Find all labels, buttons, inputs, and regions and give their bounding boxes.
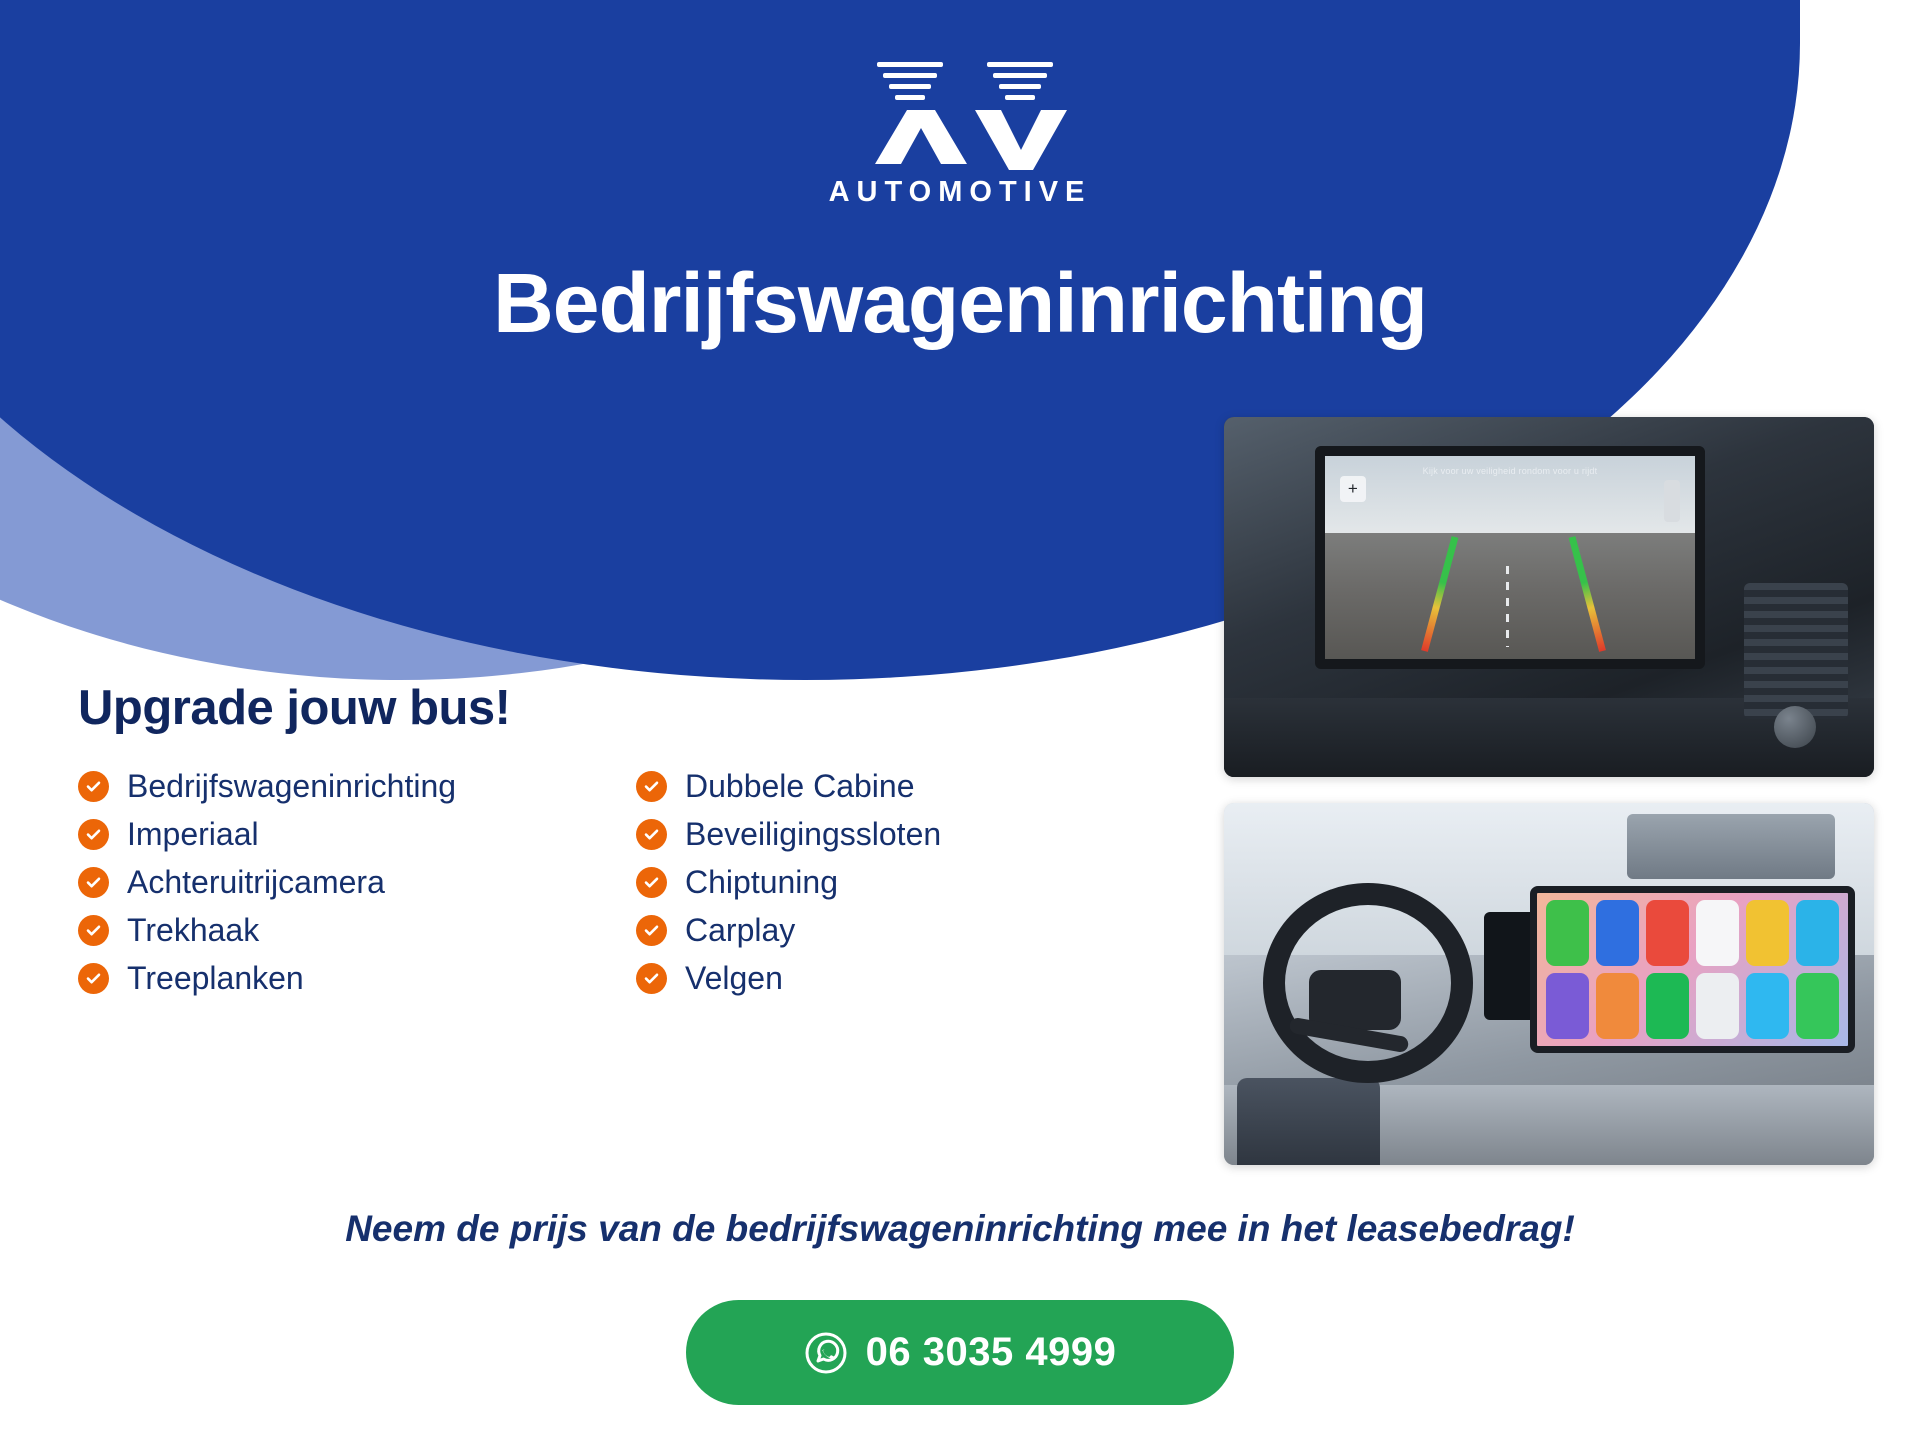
feature-label: Carplay — [685, 912, 796, 948]
brand-logo — [0, 52, 1920, 209]
app-icon — [1596, 900, 1639, 966]
photo-reversing-camera — [1224, 417, 1874, 777]
list-item — [78, 816, 578, 853]
features-columns — [78, 768, 1138, 997]
feature-label: Dubbele Cabine — [685, 768, 915, 804]
feature-label: Velgen — [685, 960, 783, 996]
features-column-right — [636, 768, 1136, 997]
photo-carplay-interior — [1224, 803, 1874, 1165]
whatsapp-icon — [804, 1331, 848, 1375]
tagline: Neem de prijs van de bedrijfswageninrichting mee in het leasebedrag! — [345, 1208, 1575, 1249]
list-item — [636, 912, 1136, 949]
list-item — [78, 768, 578, 805]
app-icon — [1696, 973, 1739, 1039]
app-icon — [1746, 973, 1789, 1039]
app-icon — [1596, 973, 1639, 1039]
app-icon — [1646, 973, 1689, 1039]
app-icon — [1796, 900, 1839, 966]
app-icon — [1746, 900, 1789, 966]
section-subtitle: Upgrade jouw bus! — [78, 681, 511, 735]
feature-label: Chiptuning — [685, 864, 838, 900]
feature-label: Treeplanken — [127, 960, 304, 996]
check-circle-icon — [636, 963, 667, 994]
page-title: Bedrijfswageninrichting — [493, 256, 1427, 350]
infotainment-screen — [1315, 446, 1705, 669]
feature-label: Bedrijfswageninrichting — [127, 768, 457, 804]
features-section — [78, 680, 1138, 997]
phone-number: 06 3035 4999 — [865, 1330, 1117, 1374]
check-circle-icon — [78, 915, 109, 946]
list-item — [78, 912, 578, 949]
check-circle-icon — [636, 771, 667, 802]
check-circle-icon — [636, 867, 667, 898]
list-item — [636, 864, 1136, 901]
feature-label: Imperiaal — [127, 816, 259, 852]
zoom-in-button[interactable]: + — [1340, 476, 1366, 502]
feature-label: Achteruitrijcamera — [127, 864, 385, 900]
screen-side-control[interactable] — [1664, 480, 1680, 522]
features-column-left — [78, 768, 578, 997]
check-circle-icon — [636, 915, 667, 946]
list-item — [636, 768, 1136, 805]
whatsapp-call-button[interactable] — [686, 1300, 1234, 1405]
app-icon — [1696, 900, 1739, 966]
carplay-screen — [1530, 886, 1855, 1053]
check-circle-icon — [78, 771, 109, 802]
app-icon — [1546, 973, 1589, 1039]
list-item — [78, 960, 578, 997]
app-icon — [1546, 900, 1589, 966]
camera-overlay-text: Kijk voor uw veiligheid rondom voor u rijdt — [1422, 465, 1598, 476]
list-item — [636, 816, 1136, 853]
list-item — [78, 864, 578, 901]
check-circle-icon — [78, 963, 109, 994]
av-monogram-icon — [835, 52, 1085, 172]
check-circle-icon — [636, 819, 667, 850]
app-icon — [1796, 973, 1839, 1039]
check-circle-icon — [78, 819, 109, 850]
brand-subtitle: AUTOMOTIVE — [828, 176, 1092, 208]
check-circle-icon — [78, 867, 109, 898]
air-vent — [1744, 583, 1848, 720]
app-icon — [1646, 900, 1689, 966]
list-item — [636, 960, 1136, 997]
dashboard-knob — [1774, 706, 1816, 748]
feature-label: Beveiligingssloten — [685, 816, 942, 852]
feature-label: Trekhaak — [127, 912, 260, 948]
